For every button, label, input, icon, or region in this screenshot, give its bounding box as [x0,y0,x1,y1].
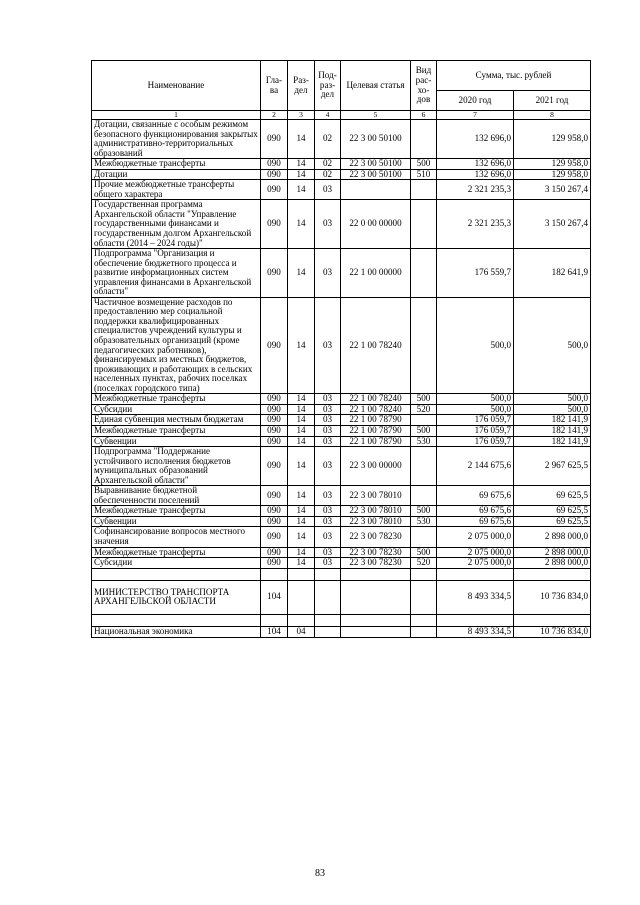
table-row-economy [92,626,591,637]
column-number: 3 [288,111,315,120]
row-2020: 2 144 675,6 [437,447,514,486]
economy-name: Национальная экономика [92,626,261,637]
row-target: 22 1 00 78790 [341,425,411,436]
row-2021: 129 958,0 [514,159,591,170]
table-row [92,180,591,200]
row-name: Межбюджетные трансферты [92,506,261,517]
column-number: 2 [261,111,288,120]
row-razdel: 14 [288,415,315,426]
row-name: Дотации, связанные с особым режимом безопасного функционирования закрытых административно-территориальных образований [92,120,261,159]
row-2020: 2 075 000,0 [437,547,514,558]
row-vid: 530 [411,436,437,447]
row-2021: 500,0 [514,297,591,393]
row-name: Субвенции [92,516,261,527]
row-glava: 090 [261,404,288,415]
economy-2020: 8 493 334,5 [437,626,514,637]
row-2020: 132 696,0 [437,169,514,180]
row-vid: 520 [411,404,437,415]
row-target: 22 3 00 78230 [341,527,411,547]
row-2021: 500,0 [514,404,591,415]
row-vid: 500 [411,506,437,517]
row-2021: 2 967 625,5 [514,447,591,486]
row-vid [411,447,437,486]
row-glava: 090 [261,506,288,517]
row-2021: 2 898 000,0 [514,558,591,569]
economy-2021: 10 736 834,0 [514,626,591,637]
row-2020: 69 675,6 [437,516,514,527]
row-2021: 129 958,0 [514,169,591,180]
row-glava: 090 [261,516,288,527]
row-vid: 500 [411,394,437,405]
row-razdel: 14 [288,486,315,506]
column-number: 5 [341,111,411,120]
table-row [92,558,591,569]
row-target: 22 1 00 78790 [341,436,411,447]
header-year-2021: 2021 год [514,91,591,111]
row-glava: 090 [261,180,288,200]
row-podrazdel: 03 [315,516,341,527]
table-row [92,249,591,298]
row-glava: 090 [261,249,288,298]
row-podrazdel: 03 [315,404,341,415]
row-vid [411,120,437,159]
row-2020: 69 675,6 [437,506,514,517]
row-vid [411,527,437,547]
row-name: Дотации [92,169,261,180]
row-2021: 69 625,5 [514,486,591,506]
row-target: 22 0 00 00000 [341,200,411,249]
row-name: Подпрограмма "Организация и обеспечение бюджетного процесса и развитие информационных систем управления финансами в Архангельской области" [92,249,261,298]
row-2021: 500,0 [514,394,591,405]
row-podrazdel: 03 [315,558,341,569]
row-name: Межбюджетные трансферты [92,159,261,170]
row-podrazdel: 03 [315,297,341,393]
ministry-glava: 104 [261,580,288,614]
header-glava: Гла-ва [261,61,288,111]
row-razdel: 14 [288,425,315,436]
row-name: Межбюджетные трансферты [92,425,261,436]
row-2020: 176 059,7 [437,436,514,447]
table-row [92,506,591,517]
row-glava: 090 [261,447,288,486]
row-glava: 090 [261,159,288,170]
table-row [92,436,591,447]
table-row [92,527,591,547]
header-target: Целевая статья [341,61,411,111]
row-name: Субсидии [92,558,261,569]
column-number: 6 [411,111,437,120]
row-glava: 090 [261,547,288,558]
row-2021: 2 898 000,0 [514,527,591,547]
row-glava: 090 [261,415,288,426]
column-number: 1 [92,111,261,120]
row-razdel: 14 [288,506,315,517]
row-razdel: 14 [288,180,315,200]
row-vid: 500 [411,425,437,436]
table-row-ministry [92,580,591,614]
row-target: 22 3 00 78230 [341,547,411,558]
table-row [92,425,591,436]
header-vid: Вид рас-хо-дов [411,61,437,111]
row-razdel: 14 [288,447,315,486]
row-vid: 520 [411,558,437,569]
row-target: 22 3 00 50100 [341,120,411,159]
row-razdel: 14 [288,547,315,558]
row-podrazdel: 03 [315,547,341,558]
ministry-2020: 8 493 334,5 [437,580,514,614]
header-razdel: Раз-дел [288,61,315,111]
row-2020: 500,0 [437,297,514,393]
row-name: Единая субвенция местным бюджетам [92,415,261,426]
row-2021: 69 625,5 [514,506,591,517]
table-row [92,159,591,170]
row-target: 22 1 00 78240 [341,297,411,393]
row-glava: 090 [261,486,288,506]
row-name: Субвенции [92,436,261,447]
row-2021: 3 150 267,4 [514,200,591,249]
row-2021: 3 150 267,4 [514,180,591,200]
row-target: 22 3 00 50100 [341,169,411,180]
row-2021: 182 141,9 [514,436,591,447]
row-podrazdel: 03 [315,415,341,426]
row-vid: 500 [411,547,437,558]
table-row [92,404,591,415]
row-2021: 69 625,5 [514,516,591,527]
row-target: 22 3 00 78230 [341,558,411,569]
table-row [92,447,591,486]
row-razdel: 14 [288,169,315,180]
row-podrazdel: 02 [315,159,341,170]
row-target: 22 3 00 50100 [341,159,411,170]
row-target: 22 1 00 00000 [341,249,411,298]
column-number: 4 [315,111,341,120]
row-razdel: 14 [288,200,315,249]
row-2020: 69 675,6 [437,486,514,506]
row-2020: 176 059,7 [437,415,514,426]
table-body [92,120,591,569]
budget-table [91,60,591,638]
row-name: Прочие межбюджетные трансферты общего характера [92,180,261,200]
column-number: 8 [514,111,591,120]
row-podrazdel: 03 [315,200,341,249]
row-podrazdel: 03 [315,527,341,547]
table-row [92,415,591,426]
row-2020: 2 321 235,3 [437,180,514,200]
row-2020: 176 059,7 [437,425,514,436]
row-podrazdel: 03 [315,506,341,517]
economy-glava: 104 [261,626,288,637]
row-razdel: 14 [288,516,315,527]
spacer-row [92,568,591,580]
row-glava: 090 [261,297,288,393]
table-row [92,169,591,180]
row-target: 22 1 00 78790 [341,415,411,426]
row-vid [411,180,437,200]
row-vid [411,200,437,249]
row-razdel: 14 [288,120,315,159]
row-razdel: 14 [288,249,315,298]
row-2020: 2 321 235,3 [437,200,514,249]
row-vid [411,486,437,506]
row-2020: 132 696,0 [437,120,514,159]
row-podrazdel: 02 [315,120,341,159]
row-target: 22 1 00 78240 [341,394,411,405]
row-target [341,180,411,200]
ministry-name: МИНИСТЕРСТВО ТРАНСПОРТА АРХАНГЕЛЬСКОЙ ОБЛАСТИ [92,580,261,614]
row-glava: 090 [261,436,288,447]
row-razdel: 14 [288,394,315,405]
row-vid [411,249,437,298]
table-row [92,120,591,159]
row-glava: 090 [261,120,288,159]
row-2021: 182 641,9 [514,249,591,298]
row-podrazdel: 03 [315,425,341,436]
row-podrazdel: 03 [315,436,341,447]
row-name: Выравнивание бюджетной обеспеченности поселений [92,486,261,506]
row-2020: 500,0 [437,404,514,415]
row-name: Межбюджетные трансферты [92,394,261,405]
row-razdel: 14 [288,404,315,415]
page-number: 83 [315,868,325,879]
table-row [92,200,591,249]
row-vid: 530 [411,516,437,527]
row-vid: 500 [411,159,437,170]
row-glava: 090 [261,425,288,436]
row-name: Межбюджетные трансферты [92,547,261,558]
row-target: 22 1 00 78240 [341,404,411,415]
table-row [92,516,591,527]
header-name: Наименование [92,61,261,111]
row-2021: 182 141,9 [514,415,591,426]
row-podrazdel: 03 [315,394,341,405]
row-name: Подпрограмма "Поддержание устойчивого исполнения бюджетов муниципальных образований Архангельской области" [92,447,261,486]
row-glava: 090 [261,200,288,249]
row-name: Субсидии [92,404,261,415]
row-podrazdel: 03 [315,486,341,506]
column-number: 7 [437,111,514,120]
row-2021: 182 141,9 [514,425,591,436]
row-target: 22 3 00 78010 [341,516,411,527]
spacer-row [92,614,591,626]
row-razdel: 14 [288,527,315,547]
table-row [92,486,591,506]
row-podrazdel: 03 [315,180,341,200]
header-year-2020: 2020 год [437,91,514,111]
row-2020: 500,0 [437,394,514,405]
row-glava: 090 [261,527,288,547]
row-target: 22 3 00 00000 [341,447,411,486]
row-name: Государственная программа Архангельской области "Управление государственными финансами и государственным долгом Архангельской области (2014 – 2024 годы)" [92,200,261,249]
row-podrazdel: 03 [315,447,341,486]
row-vid [411,415,437,426]
row-glava: 090 [261,394,288,405]
row-podrazdel: 02 [315,169,341,180]
row-2021: 129 958,0 [514,120,591,159]
row-razdel: 14 [288,297,315,393]
row-glava: 090 [261,169,288,180]
row-2020: 2 075 000,0 [437,527,514,547]
row-razdel: 14 [288,159,315,170]
row-podrazdel: 03 [315,249,341,298]
row-razdel: 14 [288,436,315,447]
row-target: 22 3 00 78010 [341,486,411,506]
row-razdel: 14 [288,558,315,569]
row-2020: 176 559,7 [437,249,514,298]
economy-razdel: 04 [288,626,315,637]
header-podrazdel: Под-раз-дел [315,61,341,111]
row-name: Софинансирование вопросов местного значения [92,527,261,547]
row-2020: 132 696,0 [437,159,514,170]
table-row [92,547,591,558]
row-2021: 2 898 000,0 [514,547,591,558]
row-name: Частичное возмещение расходов по предоставлению мер социальной поддержки квалифицированных специалистов учреждений культуры и образовательных организаций (кроме педагогических работников), финансируемых из местных бюджетов, проживающих и работающих в сельских населенных пунктах, рабочих поселках (поселках городского типа) [92,297,261,393]
table-row [92,394,591,405]
row-vid [411,297,437,393]
header-sum: Сумма, тыс. рублей [437,61,591,91]
row-vid: 510 [411,169,437,180]
row-target: 22 3 00 78010 [341,506,411,517]
row-2020: 2 075 000,0 [437,558,514,569]
ministry-2021: 10 736 834,0 [514,580,591,614]
table-row [92,297,591,393]
row-glava: 090 [261,558,288,569]
